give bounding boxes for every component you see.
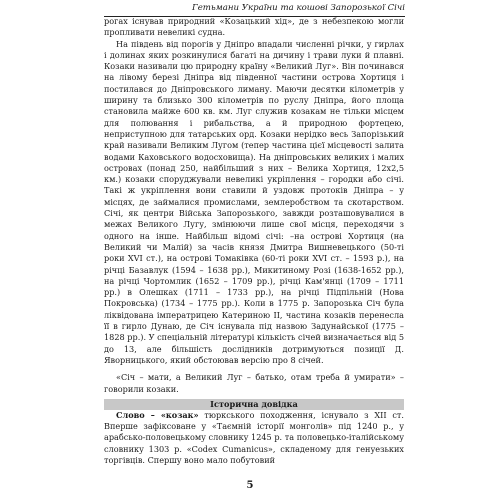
page-body xyxy=(104,16,404,466)
historical-note-body: тюркського походження, існувало з XII ст. Вперше зафіксоване у «Таємній історії монголів» під 1240 р., у арабсько-половецькому словнику 1245 р. та половецько-італійському словнику 1303 р. «Codex Cumanicus», складеному для генуезьких торгівців. Спершу воно мало побутовий xyxy=(104,409,404,465)
running-header-title: Гетьмани України та кошові Запорозької Січі xyxy=(192,3,405,13)
historical-note-text xyxy=(104,410,404,466)
paragraph-continuation: рогах існував природний «Козацький хід», де з небезпекою могли пропливати невеликі судна. xyxy=(104,16,404,38)
running-header xyxy=(104,2,405,17)
paragraph-great-meadow: На південь від порогів у Дніпро впадали численні річки, у гирлах і долинах яких розкинулися багаті на дичину і трави луки й плавні. Козаки називали цю природну країну «Великий Луг». Він починався на лівому березі Дніпра від південної частини острова Хортиця і постилався до Дніпровського лиману. Маючи десятки кілометрів у ширину та близько 300 кілометрів по руслу Дніпра, його площа становила майже 600 кв. км. Луг служив козакам не тільки місцем для полювання і рибальства, а й природною фортецею, неприступною для татарських орд. Козаки нерідко весь Запорізький край називали Великим Лугом (тепер частина цієї місцевості залита водами Каховського водосховища). На дніпровських великих і малих островах (понад 250, найбільший з них – Велика Хортиця, 12х2,5 км.) козаки споруджували невеликі укріплення – городки або січі. Такі ж укріплення вони ставили й уздовж протоків Дніпра – у місцях, де займалися промислами, землеробством та скотарством. Січі, як центри Війська Запорозького, завжди розташовувалися в межах Великого Лугу, змінюючи лише свої місця, переходячи з одного на інше. Найбільш відомі січі: –на острові Хортиця (на Великий чи Малій) за часів князя Дмитра Вишневецького (50-ті роки XVI ст.), на острові Томаківка (60-ті роки XVI ст. – 1593 р.), на річці Базавлук (1594 – 1638 рр.), Микитиному Розі (1638-1652 рр.), на річці Чортомлик (1652 – 1709 рр.), річці Кам'янці (1709 – 1711 рр.) в Олешках (1711 – 1733 рр.), на річці Підпільній (Нова Покровська) (1734 – 1775 рр.). Коли в 1775 р. Запорозька Січ була ліквідована імператрицею Катериною II, частина козаків перенесла її в гирло Дунаю, де Січ існувала під назвою Задунайської (1775 – 1828 рр.). У спеціальній літературі кількість січей визначається від 5 до 13, але більшість дослідників дотримуються позиції Д. Яворницького, який обстоював версію про 8 січей. xyxy=(104,38,404,365)
historical-note-heading: Історична довідка xyxy=(104,399,404,410)
historical-note-term: Слово – «козак» xyxy=(116,409,199,420)
paragraph-saying: «Січ – мати, а Великий Луг – батько, отам треба й умирати» – говорили козаки. xyxy=(104,372,404,394)
page-number: 5 xyxy=(246,480,254,491)
